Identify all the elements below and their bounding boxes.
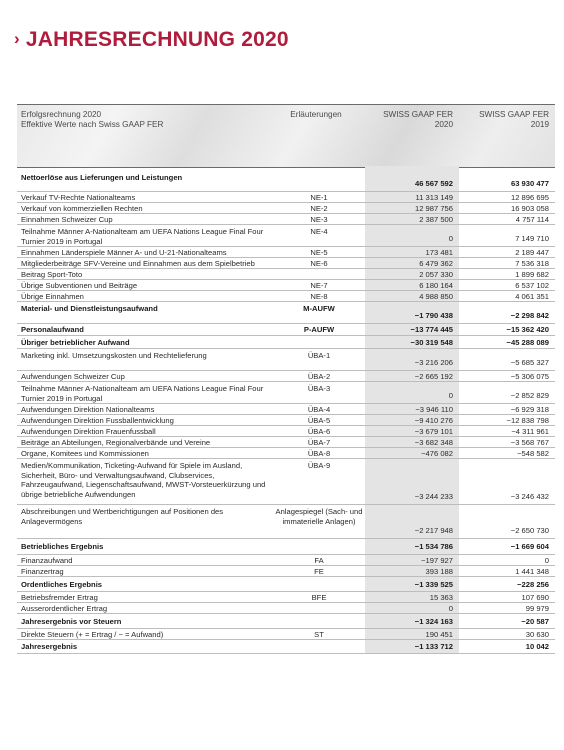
value-2019: −3 568 767	[510, 438, 549, 447]
value-2020: −3 244 233	[414, 492, 453, 501]
row-note-ref: ÜBA-8	[307, 449, 331, 458]
row-note-ref: ÜBA-2	[307, 372, 331, 381]
value-2020: −1 339 525	[414, 580, 453, 589]
table-row	[17, 324, 555, 336]
row-note-ref: P-AUFW	[303, 325, 335, 334]
row-note-ref: NE-5	[310, 248, 328, 257]
row-label: Material- und Dienstleistungsaufwand	[21, 304, 158, 313]
value-2020: 2 057 330	[419, 270, 453, 279]
chevron-right-icon: ›	[14, 29, 20, 48]
row-note-ref: FA	[314, 556, 324, 565]
value-2020: −1 324 163	[414, 617, 453, 626]
table-row	[17, 192, 555, 203]
row-note-ref: NE-6	[310, 259, 328, 268]
row-label: Mitgliederbeiträge SFV-Vereine und Einnahmen aus dem Spielbetrieb	[21, 259, 255, 268]
value-2020: −3 679 101	[414, 427, 453, 436]
row-label: Nettoerlöse aus Lieferungen und Leistungen	[21, 173, 183, 182]
value-2020: 12 987 756	[414, 204, 453, 213]
header-line-2: Effektive Werte nach Swiss GAAP FER	[21, 120, 164, 129]
row-label: Übrige Einnahmen	[21, 292, 84, 301]
row-note-ref: ST	[314, 630, 324, 639]
row-note-ref: ÜBA-1	[307, 351, 331, 360]
row-note-ref: NE-4	[310, 227, 328, 236]
table-body	[17, 168, 555, 654]
value-2020: 190 451	[425, 630, 453, 639]
table-row	[17, 269, 555, 280]
value-2019: −20 587	[521, 617, 549, 626]
table-row	[17, 459, 555, 505]
value-2019: 0	[544, 556, 549, 565]
value-2019: 4 061 351	[515, 292, 549, 301]
value-2020: −9 410 276	[414, 416, 453, 425]
row-note-ref: NE-8	[310, 292, 328, 301]
value-2020: −1 133 712	[414, 642, 453, 651]
value-2020: 11 313 149	[415, 193, 453, 202]
page-title-text: JAHRESRECHNUNG 2020	[25, 28, 289, 51]
row-note-ref: NE-3	[310, 215, 328, 224]
value-2019: −5 685 327	[510, 358, 549, 367]
row-label: Verkauf TV-Rechte Nationalteams	[21, 193, 136, 202]
value-2020: −3 946 110	[415, 405, 453, 414]
row-label: Aufwendungen Direktion Frauenfussball	[21, 427, 156, 436]
value-2020: −2 665 192	[414, 372, 453, 381]
table-row	[17, 592, 555, 603]
value-2020: 173 481	[425, 248, 453, 257]
row-note-ref: NE-2	[310, 204, 328, 213]
header-col-2019: SWISS GAAP FER 2019	[479, 110, 549, 129]
table-row	[17, 225, 555, 247]
value-2019: 12 896 695	[510, 193, 549, 202]
value-2020: 0	[448, 234, 453, 243]
table-row	[17, 247, 555, 258]
value-2019: 10 042	[525, 642, 549, 651]
value-2019: 6 537 102	[515, 281, 549, 290]
table-row	[17, 302, 555, 324]
header-col-2020: SWISS GAAP FER 2020	[383, 110, 453, 129]
value-2020: 15 363	[429, 593, 453, 602]
table-row	[17, 258, 555, 269]
row-note-ref: ÜBA-5	[307, 416, 331, 425]
table-row	[17, 371, 555, 382]
value-2019: −12 838 798	[506, 416, 549, 425]
header-notes: Erläuterungen	[290, 110, 342, 119]
table-row	[17, 614, 555, 629]
table-row	[17, 168, 555, 192]
row-label: Beitrag Sport-Toto	[21, 270, 83, 279]
value-2020: −2 217 948	[414, 526, 453, 535]
row-label: Jahresergebnis vor Steuern	[21, 617, 122, 626]
row-label: Organe, Komitees und Kommissionen	[21, 449, 149, 458]
table-row	[17, 280, 555, 291]
row-note-ref: NE-7	[310, 281, 328, 290]
value-2019: −45 288 089	[506, 338, 549, 347]
table-row	[17, 539, 555, 555]
value-2019: 99 979	[525, 604, 549, 613]
header-statement-title	[21, 110, 271, 130]
table-row	[17, 426, 555, 437]
value-2019: 2 189 447	[515, 248, 549, 257]
value-2020: −3 216 206	[414, 358, 453, 367]
value-2019: 63 930 477	[510, 179, 549, 188]
value-2020: 46 567 592	[414, 179, 453, 188]
value-2019: 7 149 710	[515, 234, 549, 243]
row-label: Verkauf von kommerziellen Rechten	[21, 204, 143, 213]
value-2020: 4 988 850	[419, 292, 453, 301]
table-row	[17, 404, 555, 415]
value-2020: −1 534 786	[414, 542, 453, 551]
value-2019: −548 582	[517, 449, 549, 458]
table-row	[17, 555, 555, 566]
row-label: Übriger betrieblicher Aufwand	[21, 338, 130, 347]
table-row	[17, 291, 555, 302]
row-label: Aufwendungen Direktion Fussballentwicklung	[21, 416, 174, 425]
value-2019: −228 256	[517, 580, 549, 589]
row-label: Personalaufwand	[21, 325, 84, 334]
value-2020: 6 479 362	[419, 259, 453, 268]
row-label: Betriebsfremder Ertrag	[21, 593, 98, 602]
row-note-ref: M-AUFW	[303, 304, 335, 313]
row-label: Übrige Subventionen und Beiträge	[21, 281, 138, 290]
row-label: Finanzertrag	[21, 567, 64, 576]
table-header	[17, 104, 555, 168]
table-row	[17, 415, 555, 426]
row-label: Betriebliches Ergebnis	[21, 542, 104, 551]
value-2020: −3 682 348	[414, 438, 453, 447]
row-note-ref: BFE	[311, 593, 327, 602]
value-2020: −197 927	[421, 556, 453, 565]
row-note-ref: ÜBA-6	[307, 427, 331, 436]
value-2020: −1 790 438	[414, 311, 453, 320]
value-2019: 16 903 058	[510, 204, 549, 213]
row-label: Marketing inkl. Umsetzungskosten und Rechtelieferung	[21, 351, 207, 360]
income-statement-table	[17, 104, 555, 654]
row-label: Jahresergebnis	[21, 642, 78, 651]
value-2019: −15 362 420	[506, 325, 549, 334]
row-label: Direkte Steuern (+ = Ertrag / − = Aufwand)	[21, 630, 164, 639]
row-note-ref: ÜBA-7	[307, 438, 331, 447]
header-line-1: Erfolgsrechnung 2020	[21, 110, 102, 119]
value-2019: 1 441 348	[515, 567, 549, 576]
row-label: Einnahmen Schweizer Cup	[21, 215, 113, 224]
table-row	[17, 505, 555, 539]
table-row	[17, 640, 555, 654]
row-label: Abschreibungen und Wertberichtigungen auf Positionen des Anlagevermögens	[21, 507, 224, 526]
value-2020: −30 319 548	[410, 338, 453, 347]
table-row	[17, 336, 555, 349]
row-label: Medien/Kommunikation, Ticketing-Aufwand für Spiele im Ausland, Sicherheit, Büro- und Verwaltungsaufwand, Clubservices, Fahrzeugaufwand, Liegenschaftsaufwand, MWST-Vorsteuerkürzung und übrige betriebliche Aufwendungen	[21, 461, 266, 499]
table-row	[17, 214, 555, 225]
row-note-ref: ÜBA-4	[307, 405, 331, 414]
page-title	[14, 28, 289, 52]
value-2019: −2 298 842	[510, 311, 549, 320]
row-label: Aufwendungen Schweizer Cup	[21, 372, 125, 381]
table-row	[17, 349, 555, 371]
value-2019: −2 650 730	[510, 526, 549, 535]
value-2019: −6 929 318	[510, 405, 549, 414]
value-2019: 7 536 318	[515, 259, 549, 268]
value-2019: −5 306 075	[510, 372, 549, 381]
table-row	[17, 448, 555, 459]
row-label: Aufwendungen Direktion Nationalteams	[21, 405, 155, 414]
table-row	[17, 629, 555, 640]
value-2020: −13 774 445	[410, 325, 453, 334]
value-2020: 393 188	[425, 567, 453, 576]
row-note-ref: ÜBA-3	[307, 384, 331, 393]
row-note-ref: FE	[314, 567, 324, 576]
row-note-ref: ÜBA-9	[307, 461, 331, 470]
table-row	[17, 437, 555, 448]
value-2019: 30 630	[525, 630, 549, 639]
row-note-ref: Anlagespiegel (Sach- und immaterielle Anlagen)	[275, 507, 363, 526]
row-note-ref: NE-1	[310, 193, 328, 202]
row-label: Ordentliches Ergebnis	[21, 580, 103, 589]
value-2019: 4 757 114	[515, 215, 549, 224]
table-row	[17, 603, 555, 614]
row-label: Teilnahme Männer A-Nationalteam am UEFA Nations League Final Four Turnier 2019 in Portugal	[21, 227, 264, 246]
table-row	[17, 203, 555, 214]
table-row	[17, 382, 555, 404]
row-label: Teilnahme Männer A-Nationalteam am UEFA Nations League Final Four Turnier 2019 in Portugal	[21, 384, 264, 403]
value-2019: −4 311 961	[511, 427, 549, 436]
value-2020: 0	[448, 391, 453, 400]
row-label: Ausserordentlicher Ertrag	[21, 604, 108, 613]
table-row	[17, 566, 555, 577]
value-2019: −3 246 432	[510, 492, 549, 501]
value-2019: −2 852 829	[510, 391, 549, 400]
value-2019: 107 690	[521, 593, 549, 602]
value-2020: 6 180 164	[419, 281, 453, 290]
value-2020: 0	[448, 604, 453, 613]
value-2020: 2 387 500	[419, 215, 453, 224]
table-row	[17, 577, 555, 592]
value-2019: −1 669 604	[510, 542, 549, 551]
value-2019: 1 899 682	[515, 270, 549, 279]
row-label: Finanzaufwand	[21, 556, 73, 565]
row-label: Beiträge an Abteilungen, Regionalverbände und Vereine	[21, 438, 211, 447]
value-2020: −476 082	[421, 449, 453, 458]
row-label: Einnahmen Länderspiele Männer A- und U-21-Nationalteams	[21, 248, 227, 257]
